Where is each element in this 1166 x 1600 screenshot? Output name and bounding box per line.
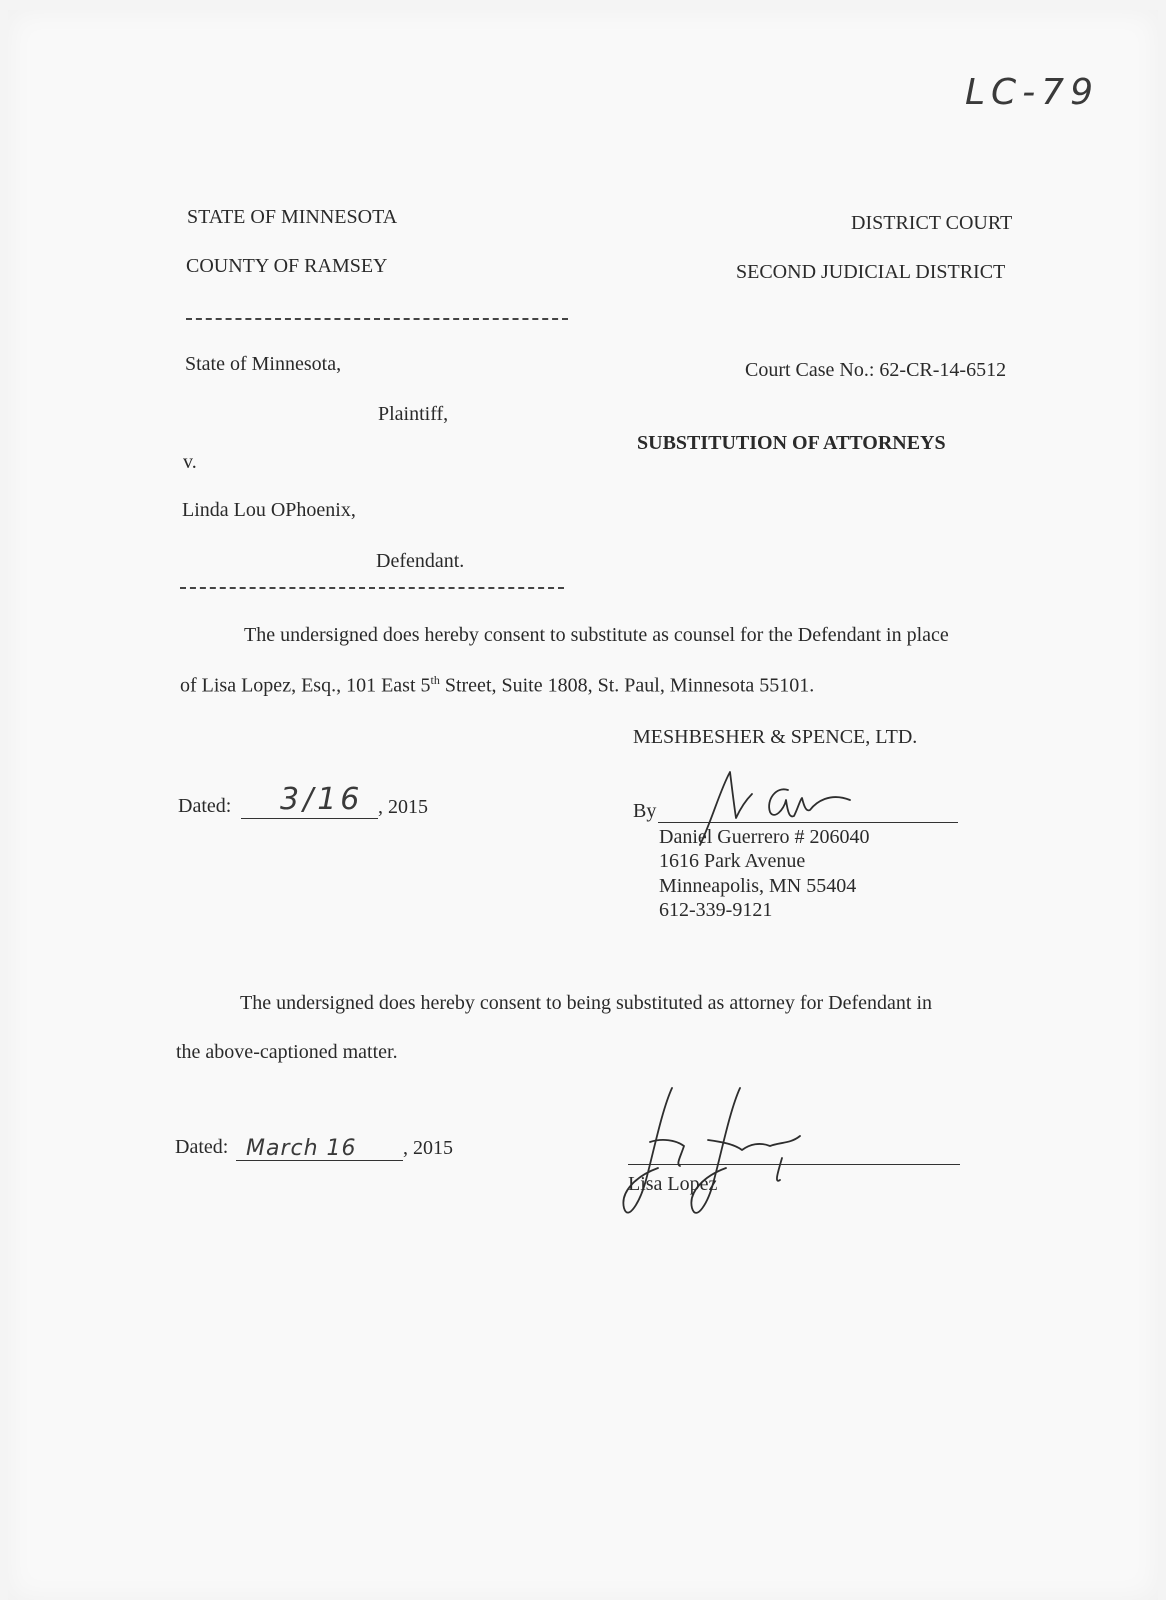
document-title: SUBSTITUTION OF ATTORNEYS	[637, 432, 946, 454]
caption-top-divider	[186, 318, 568, 320]
versus: v.	[183, 451, 197, 473]
dated-handwritten-1: 3/16	[280, 782, 364, 817]
dated-handwritten-2: March 16	[246, 1136, 357, 1161]
dated-label-2: Dated:	[175, 1136, 229, 1158]
consent-1-line-1: The undersigned does hereby consent to substitute as counsel for the Defendant in place	[244, 624, 949, 646]
court-heading: DISTRICT COURT	[851, 212, 1013, 234]
dated-label-1: Dated:	[178, 795, 232, 817]
consent-1-line-2-prefix: of Lisa Lopez, Esq., 101 East 5	[180, 674, 431, 697]
plaintiff-name: State of Minnesota,	[185, 353, 342, 375]
consent-1-line-2	[180, 674, 814, 696]
consent-2-line-2: the above-captioned matter.	[176, 1041, 398, 1063]
caption-bottom-divider	[180, 587, 564, 589]
county-heading: COUNTY OF RAMSEY	[186, 255, 388, 277]
consent-1-line-2-sup: th	[430, 673, 440, 687]
attorney-address-2: Minneapolis, MN 55404	[659, 875, 857, 897]
attorney-address-1: 1616 Park Avenue	[659, 850, 806, 872]
lopez-signature	[610, 1080, 830, 1230]
attorney-name: Daniel Guerrero # 206040	[659, 826, 870, 848]
consent-2-line-1: The undersigned does hereby consent to being substituted as attorney for Defendant in	[240, 992, 933, 1014]
defendant-role: Defendant.	[376, 550, 465, 572]
state-heading: STATE OF MINNESOTA	[187, 206, 398, 228]
file-mark: LC-79	[965, 72, 1099, 113]
district-heading: SECOND JUDICIAL DISTRICT	[736, 261, 1006, 283]
former-attorney-name: Lisa Lopez	[628, 1173, 718, 1195]
dated-year-1: , 2015	[378, 796, 428, 818]
by-label: By	[633, 800, 657, 822]
dated-line-1	[241, 818, 378, 819]
plaintiff-role: Plaintiff,	[378, 403, 449, 425]
case-number: Court Case No.: 62-CR-14-6512	[745, 359, 1007, 381]
attorney-phone: 612-339-9121	[659, 899, 773, 921]
firm-name: MESHBESHER & SPENCE, LTD.	[633, 726, 918, 748]
consent-1-line-2-suffix: Street, Suite 1808, St. Paul, Minnesota 55101.	[439, 674, 815, 697]
defendant-name: Linda Lou OPhoenix,	[182, 499, 356, 521]
dated-year-2: , 2015	[403, 1137, 453, 1159]
